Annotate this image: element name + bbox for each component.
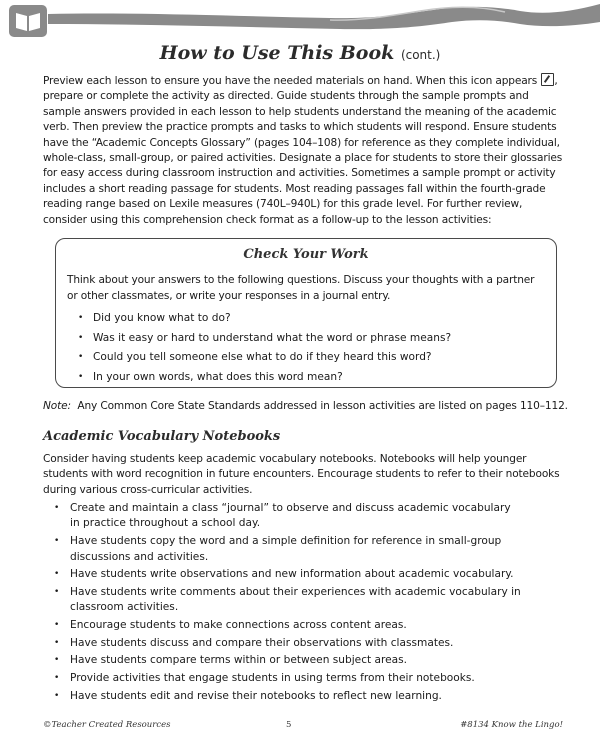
check-your-work-title: Check Your Work — [243, 247, 369, 262]
list-item: • In your own words, what does this word mean? — [76, 368, 451, 388]
page-footer — [43, 720, 563, 732]
footer-product: #8134 Know the Lingo! — [460, 720, 563, 730]
list-item: • Was it easy or hard to understand what the word or phrase means? — [76, 329, 451, 349]
list-item: • Have students copy the word and a simple definition for reference in small-group discussions and activities. — [52, 534, 522, 565]
intro-text-start: Preview each lesson to ensure you have the needed materials on hand. When this icon appears — [43, 75, 538, 87]
intro-paragraph — [43, 73, 563, 228]
footer-publisher: ©Teacher Created Resources — [43, 720, 171, 730]
page-title-text: How to Use This Book — [159, 42, 395, 64]
vocab-notebooks-list — [52, 501, 522, 707]
pencil-activity-icon — [541, 73, 554, 86]
open-book-icon — [8, 4, 48, 38]
list-item: • Create and maintain a class “journal” to observe and discuss academic vocabulary in practice throughout a school day. — [52, 501, 522, 532]
note-text: Any Common Core State Standards addressed in lesson activities are listed on pages 110–112. — [77, 400, 568, 412]
list-item: • Did you know what to do? — [76, 309, 451, 329]
list-item: • Have students edit and revise their notebooks to reflect new learning. — [52, 689, 522, 704]
list-item: • Have students write comments about their experiences with academic vocabulary in classroom activities. — [52, 585, 522, 616]
check-your-work-list — [76, 309, 451, 387]
list-item: • Have students compare terms within or between subject areas. — [52, 653, 522, 668]
vocab-notebooks-heading: Academic Vocabulary Notebooks — [43, 429, 281, 444]
list-item: • Have students discuss and compare their observations with classmates. — [52, 636, 522, 651]
vocab-notebooks-intro: Consider having students keep academic vocabulary notebooks. Notebooks will help younger students with word recognition in future encounters. Encourage students to refer to their notebooks during various cross-curricular activities. — [43, 453, 560, 496]
standards-note — [43, 399, 573, 414]
check-your-work-box — [55, 238, 557, 388]
list-item: • Have students write observations and new information about academic vocabulary. — [52, 567, 522, 582]
intro-text-end: , prepare or complete the activity as directed. Guide students through the sample prompts and sample answers provided in each lesson to help students understand the meaning of the academic verb. Then preview the practice prompts and tasks to which students will respond. Ensure students have the “Academic Concepts Glossary” (pages 104–108) for reference as they complete individual, whole-class, small-group, or paired activities. Designate a place for students to store their glossaries for easy access during classroom instruction and activities. Sometimes a sample prompt or activity includes a short reading passage for students. Most reading passages fall within the fourth-grade reading range based on Lexile measures (740L–940L) for this grade level. For further review, consider using this comprehension check format as a follow-up to the lesson activities: — [43, 75, 563, 226]
note-label: Note: — [43, 400, 71, 412]
list-item: • Could you tell someone else what to do if they heard this word? — [76, 348, 451, 368]
check-your-work-intro: Think about your answers to the following questions. Discuss your thoughts with a partner or other classmates, or write your responses in a journal entry. — [67, 274, 535, 302]
page-header — [0, 0, 600, 42]
list-item: • Encourage students to make connections across content areas. — [52, 618, 522, 633]
header-wave — [0, 0, 600, 42]
page-title — [0, 42, 600, 64]
list-item: • Provide activities that engage students in using terms from their notebooks. — [52, 671, 522, 686]
footer-page-number: 5 — [286, 720, 292, 730]
page-title-suffix: (cont.) — [400, 48, 441, 62]
